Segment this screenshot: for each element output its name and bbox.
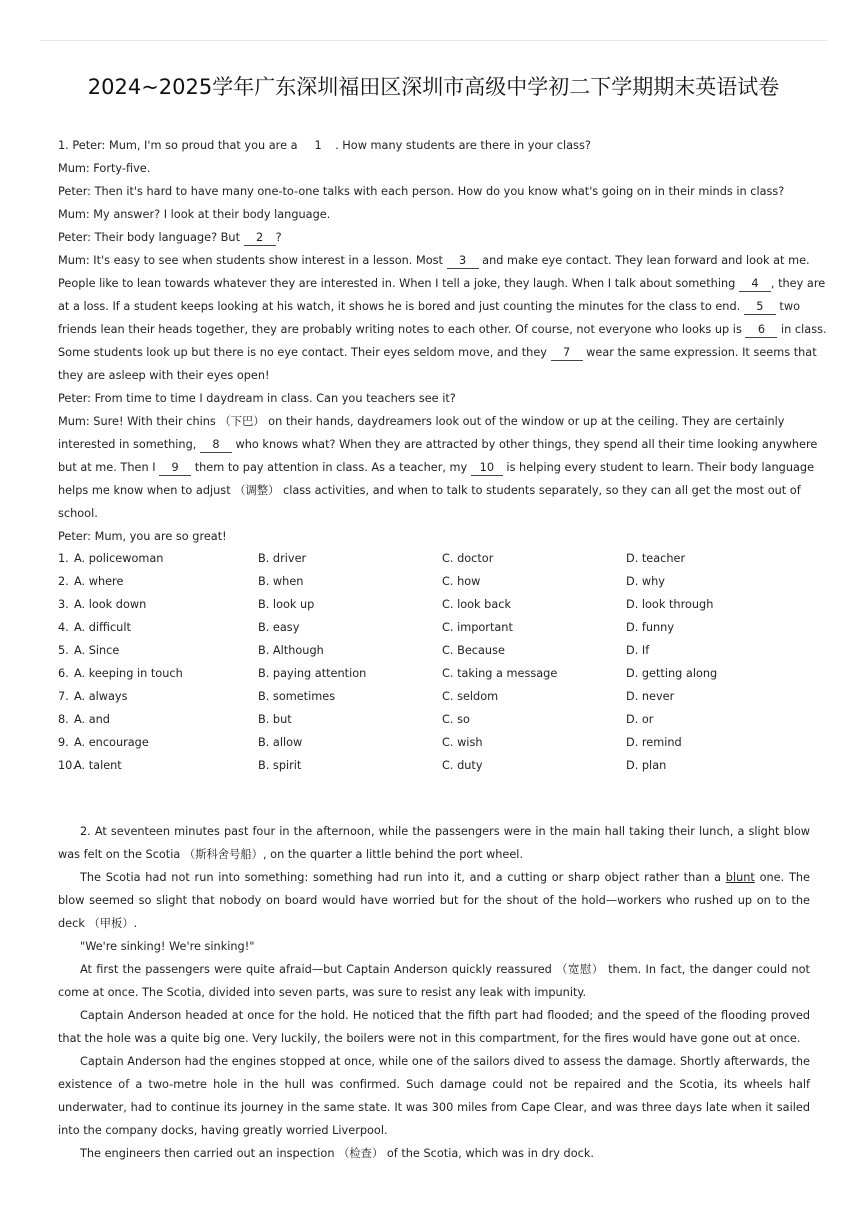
option-row xyxy=(58,754,818,777)
option-row xyxy=(58,593,818,616)
option-a: A. difficult xyxy=(74,621,131,634)
question-number: 8. xyxy=(58,713,69,726)
header-divider xyxy=(40,40,827,41)
answer-blank: 7 xyxy=(551,346,583,361)
paragraph-text: one. The blow seemed so slight that nobody on board would have worried but for the shout of the hold—workers who rushed up on to the deck （甲板）. xyxy=(58,871,810,930)
option-b: B. easy xyxy=(258,621,300,634)
option-c: C. Because xyxy=(442,644,505,657)
option-d: D. never xyxy=(626,690,675,703)
passage-text: Peter: Then it's hard to have many one-to-one talks with each person. How do you know what's going on in their minds in class? xyxy=(58,185,785,198)
option-b: B. allow xyxy=(258,736,303,749)
answer-blank: 1 xyxy=(314,139,322,152)
passage-text: Mum: Forty-five. xyxy=(58,162,151,175)
passage-line xyxy=(58,364,810,387)
option-a: A. Since xyxy=(74,644,120,657)
option-a: A. look down xyxy=(74,598,147,611)
passage-2-paragraph: At first the passengers were quite afraid—but Captain Anderson quickly reassured （宽慰） them. In fact, the danger could not come at once. The Scotia, divided into seven parts, was sure to resist any leak with impunity. xyxy=(58,963,810,999)
passage-line xyxy=(58,180,810,203)
passage-2-paragraph xyxy=(58,866,810,935)
passage-text: at a loss. If a student keeps looking at his watch, it shows he is bored and just counting the minutes for the class to end. xyxy=(58,300,744,313)
passage-line xyxy=(58,433,818,456)
option-b: B. look up xyxy=(258,598,315,611)
passage-text: . How many students are there in your class? xyxy=(335,139,591,152)
option-d: D. look through xyxy=(626,598,714,611)
passage-line xyxy=(58,479,810,502)
option-b: B. but xyxy=(258,713,292,726)
option-a: A. talent xyxy=(74,759,122,772)
question-number: 2. xyxy=(58,575,69,588)
option-b: B. sometimes xyxy=(258,690,336,703)
passage-2 xyxy=(58,820,810,1165)
option-b: B. Although xyxy=(258,644,324,657)
passage-line xyxy=(58,525,810,548)
passage-text: and make eye contact. They lean forward and look at me. xyxy=(478,254,810,267)
answer-blank: 9 xyxy=(159,461,191,476)
answer-blank: 6 xyxy=(745,323,777,338)
option-row xyxy=(58,639,818,662)
question-number: 1. xyxy=(58,552,69,565)
passage-line xyxy=(58,456,815,479)
question-number: 10. xyxy=(58,759,76,772)
option-c: C. seldom xyxy=(442,690,499,703)
question-number: 7. xyxy=(58,690,69,703)
passage-text: who knows what? When they are attracted by other things, they spend all their time looking anywhere xyxy=(231,438,818,451)
option-row xyxy=(58,708,818,731)
option-a: A. keeping in touch xyxy=(74,667,183,680)
option-row xyxy=(58,662,818,685)
passage-line xyxy=(58,226,810,249)
question-number: 3. xyxy=(58,598,69,611)
option-c: C. how xyxy=(442,575,481,588)
passage-2-paragraph: "We're sinking! We're sinking!" xyxy=(80,940,255,953)
option-b: B. paying attention xyxy=(258,667,367,680)
passage-line xyxy=(58,249,810,272)
answer-blank: 8 xyxy=(200,438,232,453)
option-d: D. plan xyxy=(626,759,667,772)
option-b: B. driver xyxy=(258,552,307,565)
option-b: B. spirit xyxy=(258,759,302,772)
answer-blank: 5 xyxy=(744,300,776,315)
option-a: A. always xyxy=(74,690,128,703)
passage-line xyxy=(58,295,810,318)
passage-2-paragraph: 2. At seventeen minutes past four in the afternoon, while the passengers were in the main hall taking their lunch, a slight blow was felt on the Scotia （斯科舍号船）, on the quarter a little behind the port wheel. xyxy=(58,825,810,861)
passage-line xyxy=(58,157,810,180)
passage-line xyxy=(58,272,826,295)
passage-2-paragraph: Captain Anderson had the engines stopped at once, while one of the sailors dived to assess the damage. Shortly afterwards, the existence of a two-metre hole in the hull was confirmed. Such damage could not be repaired and the Scotia, its wheels half underwater, had to continue its journey in the same state. It was 300 miles from Cape Clear, and was three days late when it sailed into the company docks, having greatly worried Liverpool. xyxy=(58,1055,810,1137)
option-d: D. If xyxy=(626,644,650,657)
option-row xyxy=(58,570,818,593)
answer-blank: 3 xyxy=(447,254,479,269)
option-a: A. where xyxy=(74,575,124,588)
passage-text: Mum: Sure! With their chins （下巴） on their hands, daydreamers look out of the window or up at the ceiling. They are certainly xyxy=(58,415,785,428)
option-c: C. important xyxy=(442,621,513,634)
option-row xyxy=(58,616,818,639)
question-number: 4. xyxy=(58,621,69,634)
passage-text: Peter: Mum, you are so great! xyxy=(58,530,227,543)
passage-text: but at me. Then I xyxy=(58,461,160,474)
option-a: A. encourage xyxy=(74,736,149,749)
option-row xyxy=(58,685,818,708)
option-d: D. or xyxy=(626,713,654,726)
passage-text: helps me know when to adjust （调整） class activities, and when to talk to students separately, so they can all get the most out of xyxy=(58,484,801,497)
answer-blank: 4 xyxy=(739,277,771,292)
passage-text: People like to lean towards whatever they are interested in. When I tell a joke, they laugh. When I talk about something xyxy=(58,277,739,290)
passage-line xyxy=(58,387,810,410)
passage-line xyxy=(58,341,817,364)
passage-text: them to pay attention in class. As a teacher, my xyxy=(191,461,471,474)
passage-text: friends lean their heads together, they are probably writing notes to each other. Of course, not everyone who looks up is xyxy=(58,323,746,336)
passage-text: wear the same expression. It seems that xyxy=(582,346,817,359)
passage-2-paragraph: Captain Anderson headed at once for the hold. He noticed that the fifth part had flooded; and the speed of the flooding proved that the hole was a quite big one. Very luckily, the boilers were not in this compartment, for the fires would have gone out at once. xyxy=(58,1009,810,1045)
question-number: 6. xyxy=(58,667,69,680)
underlined-word: blunt xyxy=(725,871,755,884)
passage-line xyxy=(58,318,827,341)
passage-text: Peter: From time to time I daydream in class. Can you teachers see it? xyxy=(58,392,456,405)
passage-text: Some students look up but there is no eye contact. Their eyes seldom move, and they xyxy=(58,346,551,359)
option-d: D. getting along xyxy=(626,667,718,680)
option-a: A. policewoman xyxy=(74,552,164,565)
passage-text: they are asleep with their eyes open! xyxy=(58,369,270,382)
option-c: C. doctor xyxy=(442,552,494,565)
options-list xyxy=(58,547,818,777)
passage-2-paragraph: The engineers then carried out an inspection （检查） of the Scotia, which was in dry dock. xyxy=(80,1147,594,1160)
option-d: D. teacher xyxy=(626,552,686,565)
passage-line xyxy=(58,203,810,226)
option-c: C. so xyxy=(442,713,470,726)
passage-text: in class. xyxy=(777,323,827,336)
passage-line xyxy=(58,410,810,433)
answer-blank: 10 xyxy=(471,461,503,476)
option-c: C. wish xyxy=(442,736,483,749)
passage-text: 1. Peter: Mum, I'm so proud that you are a xyxy=(58,139,302,152)
passage-text: , they are xyxy=(770,277,826,290)
option-d: D. why xyxy=(626,575,665,588)
passage-text: ? xyxy=(275,231,282,244)
passage-line xyxy=(58,134,810,157)
option-d: D. funny xyxy=(626,621,675,634)
option-b: B. when xyxy=(258,575,304,588)
passage-text: Mum: It's easy to see when students show interest in a lesson. Most xyxy=(58,254,447,267)
option-c: C. look back xyxy=(442,598,512,611)
passage-line xyxy=(58,502,810,525)
answer-blank: 2 xyxy=(244,231,276,246)
question-number: 5. xyxy=(58,644,69,657)
paragraph-text: The Scotia had not run into something: something had run into it, and a cutting or sharp object rather than a xyxy=(80,871,726,884)
passage-text: interested in something, xyxy=(58,438,200,451)
passage-text: Peter: Their body language? But xyxy=(58,231,244,244)
passage-text: two xyxy=(775,300,800,313)
option-d: D. remind xyxy=(626,736,682,749)
option-row xyxy=(58,731,818,754)
option-c: C. duty xyxy=(442,759,483,772)
option-row xyxy=(58,547,818,570)
passage-text: Mum: My answer? I look at their body language. xyxy=(58,208,331,221)
passage-text: is helping every student to learn. Their body language xyxy=(502,461,815,474)
question-number: 9. xyxy=(58,736,69,749)
page-title: 2024~2025学年广东深圳福田区深圳市高级中学初二下学期期末英语试卷 xyxy=(87,75,780,99)
option-a: A. and xyxy=(74,713,110,726)
passage-text: school. xyxy=(58,507,98,520)
option-c: C. taking a message xyxy=(442,667,558,680)
passage-1 xyxy=(58,134,827,548)
